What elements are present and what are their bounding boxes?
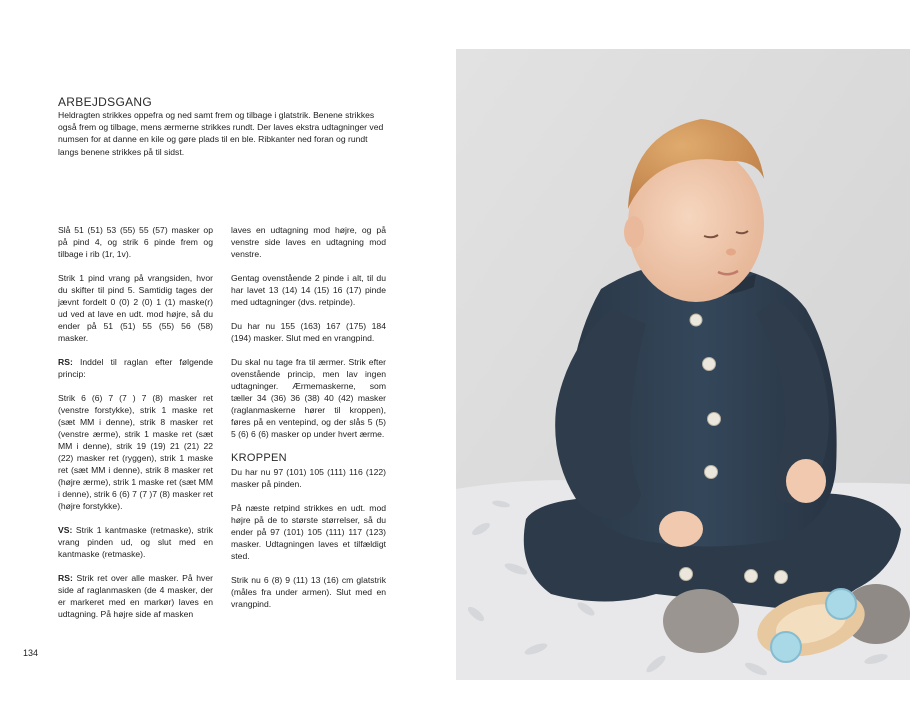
text-page (0, 49, 456, 680)
instruction-column-left (58, 224, 213, 632)
instruction-paragraph (58, 572, 213, 620)
baby-photo (456, 49, 910, 680)
instruction-paragraph (58, 524, 213, 560)
instruction-paragraph: Slå 51 (51) 53 (55) 55 (57) masker op på pind 4, og strik 6 pinde frem og tilbage i rib (1r, 1v). (58, 225, 213, 259)
instruction-paragraph: Strik 1 pind vrang på vrangsiden, hvor du skifter til pind 5. Samtidig tages der jævnt fordelt 0 (0) 2 (0) 1 (1) maske(r) ud ved at lave en udt. mod højre, så du ender på 51 (51) 55 (55) 56 (58) masker. (58, 273, 213, 343)
instruction-text: Inddel til raglan efter følgende princip: (58, 357, 213, 379)
book-spread (0, 49, 910, 680)
instruction-paragraph: Du har nu 155 (163) 167 (175) 184 (194) masker. Slut med en vrangpind. (231, 321, 386, 343)
instruction-paragraph: Du har nu 97 (101) 105 (111) 116 (122) masker på pinden. (231, 467, 386, 489)
instruction-text: Strik 1 kantmaske (retmaske), strik vrang pinden ud, og slut med en kantmaske (retmaske). (58, 525, 213, 559)
instruction-paragraph: Strik 6 (6) 7 (7 ) 7 (8) masker ret (venstre forstykke), strik 1 maske ret (sæt MM i denne), strik 8 masker ret (venstre ærme), strik 1 maske ret (sæt MM i denne), strik 19 (19) 21 (21) 22 (22) masker ret (ryggen), strik 1 maske ret (sæt MM i denne), strik 8 masker ret (højre ærme), strik 1 maske ret (sæt MM i denne), strik 6 (6) 7 (7 )7 (8) masker ret (højre forstykke). (58, 393, 213, 511)
instruction-paragraph: Du skal nu tage fra til ærmer. Strik efter ovenstående princip, men lav ingen udtagninger. Ærmemaskerne, som tæller 34 (36) 36 (38) 40 (42) masker (raglanmaskerne hører til kroppen), føres på en ventepind, og der slås 5 (5) 5 (6) 6 (6) masker op under hvert ærme. (231, 357, 386, 439)
instruction-paragraph: laves en udtagning mod højre, og på venstre side laves en udtagning mod venstre. (231, 225, 386, 259)
instruction-text: Strik ret over alle masker. På hver side af raglanmasken (de 4 masker, der er markeret med en markør) laves en udtagning. På højre side af masken (58, 573, 213, 619)
instruction-paragraph (58, 356, 213, 380)
right-side-label: RS: (58, 357, 73, 367)
intro-paragraph: Heldragten strikkes oppefra og ned samt frem og tilbage i glatstrik. Benene strikkes også frem og tilbage, mens ærmerne strikkes rundt. Der laves ekstra udtagninger ved numsen for at danne en kile og gøre plads til en ble. Ribkanter ned foran og rundt langs benene strikkes på til sidst. (58, 110, 384, 157)
section-title: ARBEJDSGANG (58, 95, 152, 109)
body-section-heading: KROPPEN (231, 452, 287, 464)
instruction-paragraph: På næste retpind strikkes en udt. mod højre på de to største størrelser, så du ender på 97 (101) 105 (111) 117 (123) masker. Udtagningen laves et tilfældigt sted. (231, 503, 386, 561)
instruction-column-right (231, 224, 386, 622)
right-side-label: RS: (58, 573, 73, 583)
photo-page (456, 49, 910, 680)
page-number: 134 (23, 648, 39, 658)
instruction-paragraph: Gentag ovenstående 2 pinde i alt, til du har lavet 13 (14) 14 (15) 16 (17) pinde med udtagninger (dvs. retpinde). (231, 273, 386, 307)
wrong-side-label: VS: (58, 525, 73, 535)
instruction-paragraph: Strik nu 6 (8) 9 (11) 13 (16) cm glatstrik (måles fra under armen). Slut med en vrangpind. (231, 575, 386, 609)
